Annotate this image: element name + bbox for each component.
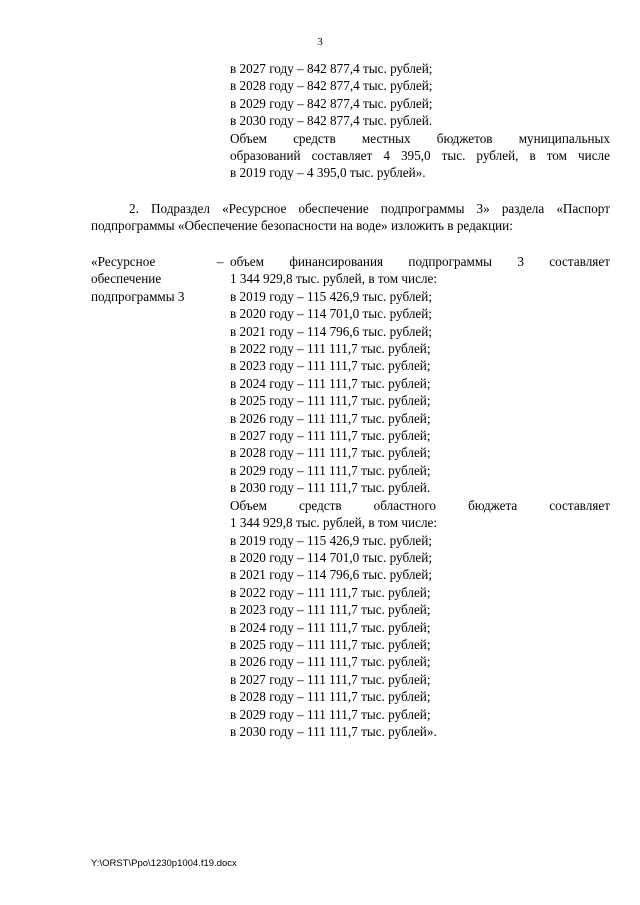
financing-year-line: в 2026 году – 111 111,7 тыс. рублей;	[230, 410, 431, 426]
financing-year-line: в 2029 году – 111 111,7 тыс. рублей;	[230, 462, 431, 478]
financing-year-line: в 2027 году – 111 111,7 тыс. рублей;	[230, 428, 431, 444]
section-label-line: подпрограммы 3	[91, 288, 185, 304]
regional-year-line: в 2021 году – 114 796,6 тыс. рублей;	[230, 567, 432, 583]
funding-details	[230, 253, 610, 740]
financing-year-line: в 2021 году – 114 796,6 тыс. рублей;	[230, 323, 432, 339]
regional-year-line: в 2029 году – 111 111,7 тыс. рублей;	[230, 706, 431, 722]
financing-year-line: в 2030 году – 111 111,7 тыс. рублей.	[230, 480, 431, 496]
year-line: в 2029 году – 842 877,4 тыс. рублей;	[230, 95, 433, 111]
regional-year-line: в 2027 году – 111 111,7 тыс. рублей;	[230, 671, 431, 687]
financing-year-line: в 2025 году – 111 111,7 тыс. рублей;	[230, 393, 431, 409]
financing-intro-line: 1 344 929,8 тыс. рублей, в том числе:	[230, 271, 438, 287]
regional-year-line: в 2019 году – 115 426,9 тыс. рублей;	[230, 532, 432, 548]
local-budget-line: образований составляет 4 395,0 тыс. рублей, в том числе	[230, 148, 610, 164]
paragraph-line: 2. Подраздел «Ресурсное обеспечение подпрограммы 3» раздела «Паспорт	[129, 201, 610, 216]
local-budget-line: Объем средств местных бюджетов муниципальных	[230, 130, 610, 146]
financing-year-line: в 2019 году – 115 426,9 тыс. рублей;	[230, 288, 432, 304]
financing-intro-line: объем финансирования подпрограммы 3 составляет	[230, 254, 610, 269]
page-number: 3	[317, 36, 323, 48]
amendment-paragraph	[91, 200, 610, 235]
section-label	[91, 253, 211, 305]
file-path-footer: Y:\ORST\Ppo\1230p1004.f19.docx	[91, 858, 237, 869]
regional-year-line: в 2025 году – 111 111,7 тыс. рублей;	[230, 636, 431, 652]
regional-year-line: в 2030 году – 111 111,7 тыс. рублей».	[230, 723, 437, 739]
year-line: в 2027 году – 842 877,4 тыс. рублей;	[230, 61, 433, 76]
regional-year-line: в 2020 году – 114 701,0 тыс. рублей;	[230, 549, 432, 565]
paragraph-line: подпрограммы «Обеспечение безопасности на воде» изложить в редакции:	[91, 218, 513, 234]
financing-year-line: в 2028 году – 111 111,7 тыс. рублей;	[230, 445, 431, 461]
regional-year-line: в 2026 году – 111 111,7 тыс. рублей;	[230, 654, 431, 670]
regional-intro-line: Объем средств областного бюджета составляет	[230, 497, 610, 513]
financing-year-line: в 2023 году – 111 111,7 тыс. рублей;	[230, 358, 431, 374]
label-dash: –	[217, 254, 224, 269]
year-line: в 2030 году – 842 877,4 тыс. рублей.	[230, 113, 433, 129]
financing-year-line: в 2020 году – 114 701,0 тыс. рублей;	[230, 306, 432, 322]
regional-year-line: в 2024 году – 111 111,7 тыс. рублей;	[230, 619, 431, 635]
top-funding-block	[230, 60, 610, 182]
regional-year-line: в 2022 году – 111 111,7 тыс. рублей;	[230, 584, 431, 600]
local-budget-line: в 2019 году – 4 395,0 тыс. рублей».	[230, 165, 426, 181]
regional-intro-line: 1 344 929,8 тыс. рублей, в том числе:	[230, 515, 438, 531]
financing-year-line: в 2024 году – 111 111,7 тыс. рублей;	[230, 375, 431, 391]
regional-year-line: в 2028 году – 111 111,7 тыс. рублей;	[230, 689, 431, 705]
section-label-line: обеспечение	[91, 271, 162, 287]
regional-year-line: в 2023 году – 111 111,7 тыс. рублей;	[230, 602, 431, 618]
section-label-line: «Ресурсное	[91, 254, 156, 269]
financing-year-line: в 2022 году – 111 111,7 тыс. рублей;	[230, 341, 431, 357]
year-line: в 2028 году – 842 877,4 тыс. рублей;	[230, 78, 433, 94]
